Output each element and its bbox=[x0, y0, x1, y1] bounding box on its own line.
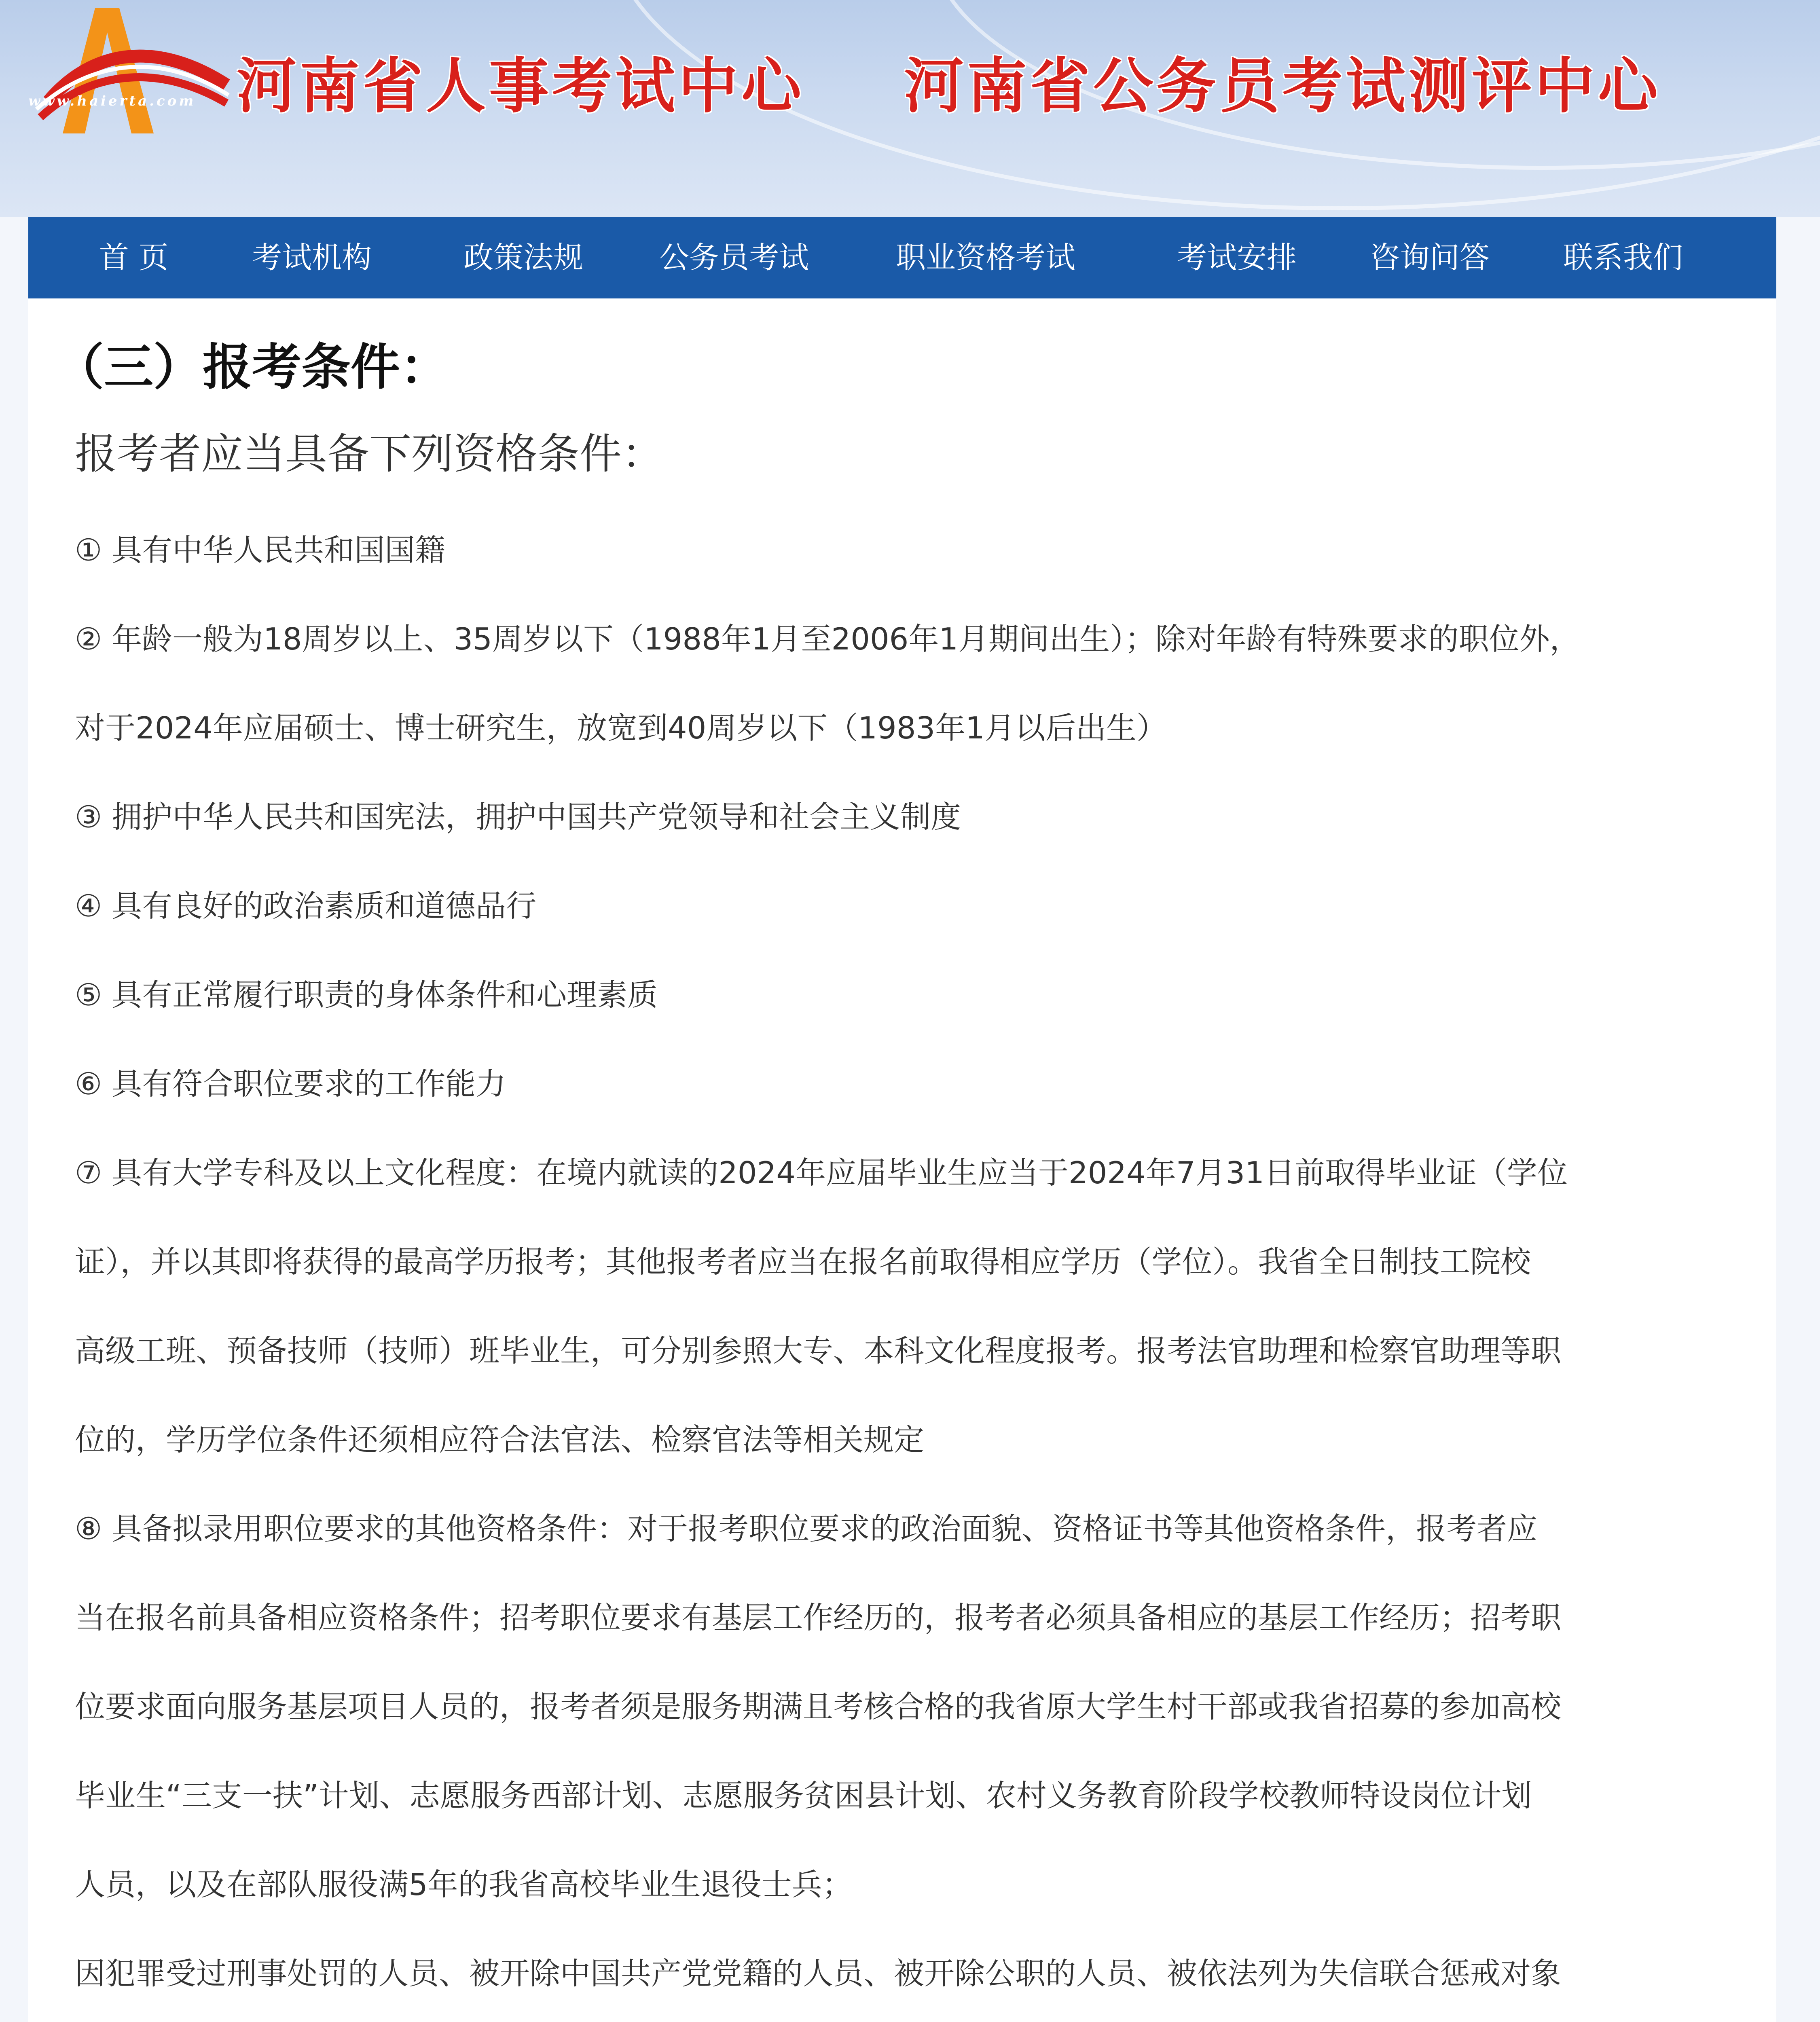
article-content bbox=[28, 298, 1776, 2022]
nav-item-policies[interactable]: 政策法规 bbox=[463, 240, 583, 275]
logo-a-icon bbox=[24, 8, 235, 142]
site-title-left: 河南省人事考试中心 bbox=[237, 51, 804, 121]
condition-line: ⑦ 具有大学专科及以上文化程度：在境内就读的2024年应届毕业生应当于2024年7月31日前取得毕业证（学位 bbox=[75, 1155, 1568, 1191]
nav-item-civil-service[interactable]: 公务员考试 bbox=[659, 240, 809, 275]
condition-line: ⑤ 具有正常履行职责的身体条件和心理素质 bbox=[75, 977, 658, 1013]
condition-line: ⑧ 具备拟录用职位要求的其他资格条件：对于报考职位要求的政治面貌、资格证书等其他资格条件，报考者应 bbox=[75, 1511, 1538, 1546]
condition-line: 位要求面向服务基层项目人员的，报考者须是服务期满且考核合格的我省原大学生村干部或我省招募的参加高校 bbox=[75, 1689, 1562, 1724]
site-url: www.haierta.com bbox=[28, 93, 196, 109]
condition-line: 证），并以其即将获得的最高学历报考；其他报考者应当在报名前取得相应学历（学位）。我省全日制技工院校 bbox=[75, 1244, 1531, 1280]
site-header bbox=[0, 0, 1820, 217]
nav-item-faq[interactable]: 咨询问答 bbox=[1370, 240, 1490, 275]
site-title-right: 河南省公务员考试测评中心 bbox=[904, 51, 1661, 121]
condition-line: 当在报名前具备相应资格条件；招考职位要求有基层工作经历的，报考者必须具备相应的基层工作经历；招考职 bbox=[75, 1600, 1562, 1635]
section-title: （三）报考条件： bbox=[55, 338, 449, 396]
nav-item-vocational[interactable]: 职业资格考试 bbox=[896, 240, 1075, 275]
nav-item-home[interactable]: 首 页 bbox=[99, 240, 169, 275]
nav-item-exam-agencies[interactable]: 考试机构 bbox=[252, 240, 372, 275]
intro-text: 报考者应当具备下列资格条件： bbox=[75, 429, 664, 478]
condition-line: ① 具有中华人民共和国国籍 bbox=[75, 532, 446, 568]
condition-line: ⑥ 具有符合职位要求的工作能力 bbox=[75, 1066, 506, 1102]
condition-line: 毕业生“三支一扶”计划、志愿服务西部计划、志愿服务贫困县计划、农村义务教育阶段学校教师特设岗位计划 bbox=[75, 1778, 1532, 1813]
exclusion-line bbox=[75, 2018, 1786, 2022]
condition-line: ④ 具有良好的政治素质和道德品行 bbox=[75, 888, 537, 924]
main-nav bbox=[28, 217, 1776, 298]
nav-item-contact[interactable]: 联系我们 bbox=[1563, 240, 1683, 275]
site-logo[interactable] bbox=[24, 8, 235, 142]
condition-line: ② 年龄一般为18周岁以上、35周岁以下（1988年1月至2006年1月期间出生）；除对年龄有特殊要求的职位外， bbox=[75, 621, 1580, 657]
condition-line: 人员，以及在部队服役满5年的我省高校毕业生退役士兵； bbox=[75, 1867, 853, 1902]
condition-line: 对于2024年应届硕士、博士研究生，放宽到40周岁以下（1983年1月以后出生） bbox=[75, 710, 1167, 746]
conditions-list bbox=[75, 506, 1786, 2022]
condition-line: 位的，学历学位条件还须相应符合法官法、检察官法等相关规定 bbox=[75, 1422, 925, 1457]
condition-line: ③ 拥护中华人民共和国宪法，拥护中国共产党领导和社会主义制度 bbox=[75, 799, 961, 835]
condition-line: 高级工班、预备技师（技师）班毕业生，可分别参照大专、本科文化程度报考。报考法官助理和检察官助理等职 bbox=[75, 1333, 1562, 1368]
nav-item-schedule[interactable]: 考试安排 bbox=[1177, 240, 1297, 275]
exclusion-line: 因犯罪受过刑事处罚的人员、被开除中国共产党党籍的人员、被开除公职的人员、被依法列为失信联合惩戒对象 bbox=[75, 1956, 1562, 1991]
